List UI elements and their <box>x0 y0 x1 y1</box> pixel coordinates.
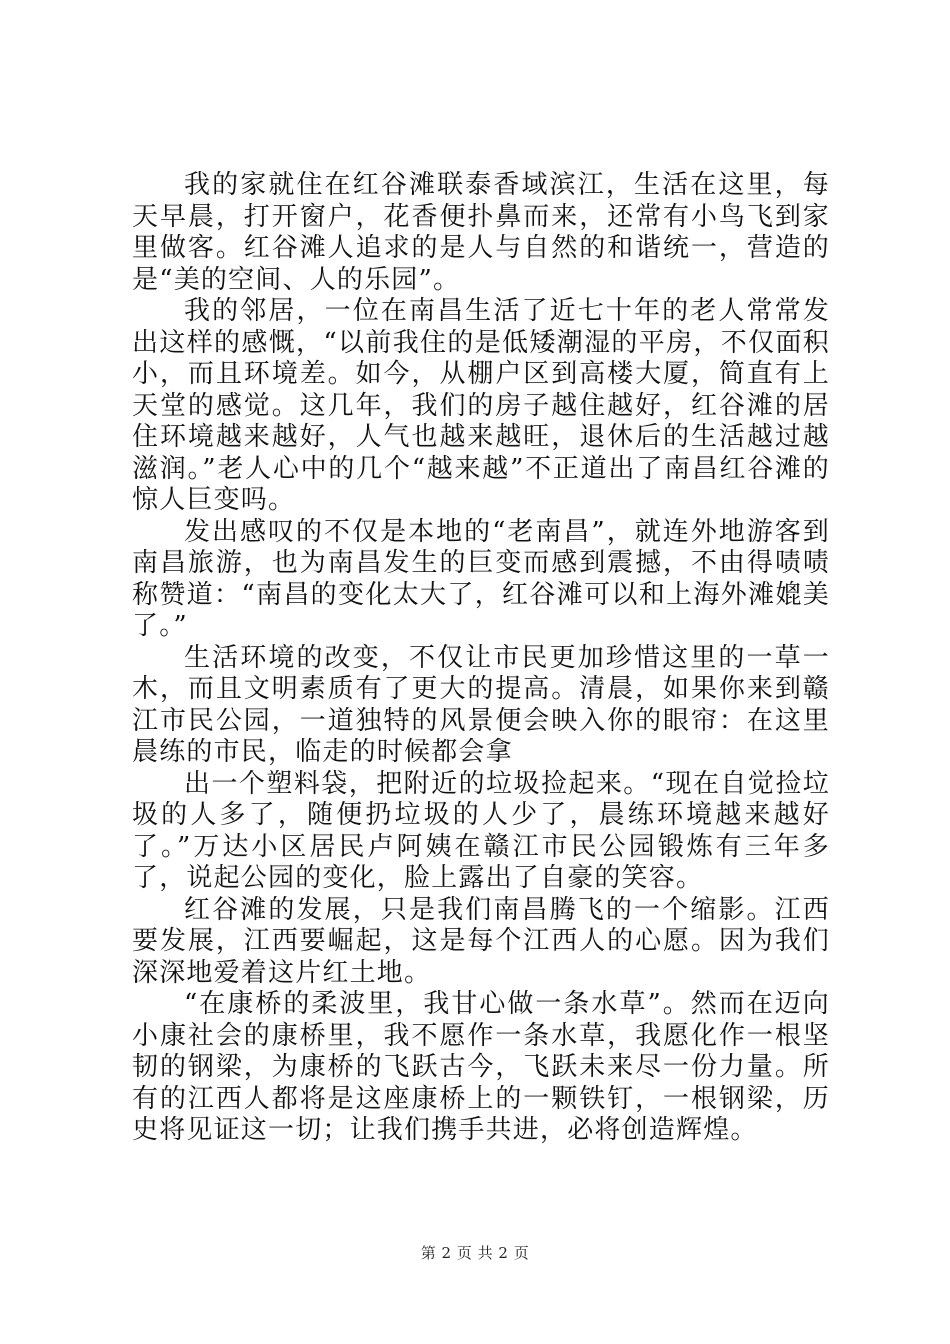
paragraph-6: 红谷滩的发展，只是我们南昌腾飞的一个缩影。江西要发展，江西要崛起，这是每个江西人的心愿。因为我们深深地爱着这片红土地。 <box>132 894 830 988</box>
page-number-footer: 第 2 页 共 2 页 <box>420 1244 530 1262</box>
paragraph-7: “在康桥的柔波里，我甘心做一条水草”。然而在迈向小康社会的康桥里，我不愿作一条水草，我愿化作一根坚韧的钢梁，为康桥的飞跃古今，飞跃未来尽一份力量。所有的江西人都将是这座康桥上的一颗铁钉，一根钢梁，历史将见证这一切；让我们携手共进，必将创造辉煌。 <box>132 989 830 1145</box>
document-body <box>132 170 830 1147</box>
paragraph-2: 我的邻居，一位在南昌生活了近七十年的老人常常发出这样的感慨，“以前我住的是低矮潮湿的平房，不仅面积小，而且环境差。如今，从棚户区到高楼大厦，简直有上天堂的感觉。这几年，我们的房子越住越好，红谷滩的居住环境越来越好，人气也越来越旺，退休后的生活越过越滋润。”老人心中的几个“越来越”不正道出了南昌红谷滩的惊人巨变吗。 <box>132 296 830 515</box>
paragraph-4: 生活环境的改变，不仅让市民更加珍惜这里的一草一木，而且文明素质有了更大的提高。清晨，如果你来到赣江市民公园，一道独特的风景便会映入你的眼帘：在这里晨练的市民，临走的时候都会拿 <box>132 642 830 767</box>
paragraph-1: 我的家就住在红谷滩联泰香域滨江，生活在这里，每天早晨，打开窗户，花香便扑鼻而来，还常有小鸟飞到家里做客。红谷滩人追求的是人与自然的和谐统一，营造的是“美的空间、人的乐园”。 <box>132 170 830 295</box>
paragraph-3: 发出感叹的不仅是本地的“老南昌”，就连外地游客到南昌旅游，也为南昌发生的巨变而感到震撼，不由得啧啧称赞道：“南昌的变化太大了，红谷滩可以和上海外滩媲美了。” <box>132 516 830 641</box>
paragraph-5: 出一个塑料袋，把附近的垃圾捡起来。“现在自觉捡垃圾的人多了，随便扔垃圾的人少了，晨练环境越来越好了。”万达小区居民卢阿姨在赣江市民公园锻炼有三年多了，说起公园的变化，脸上露出了自豪的笑容。 <box>132 768 830 893</box>
